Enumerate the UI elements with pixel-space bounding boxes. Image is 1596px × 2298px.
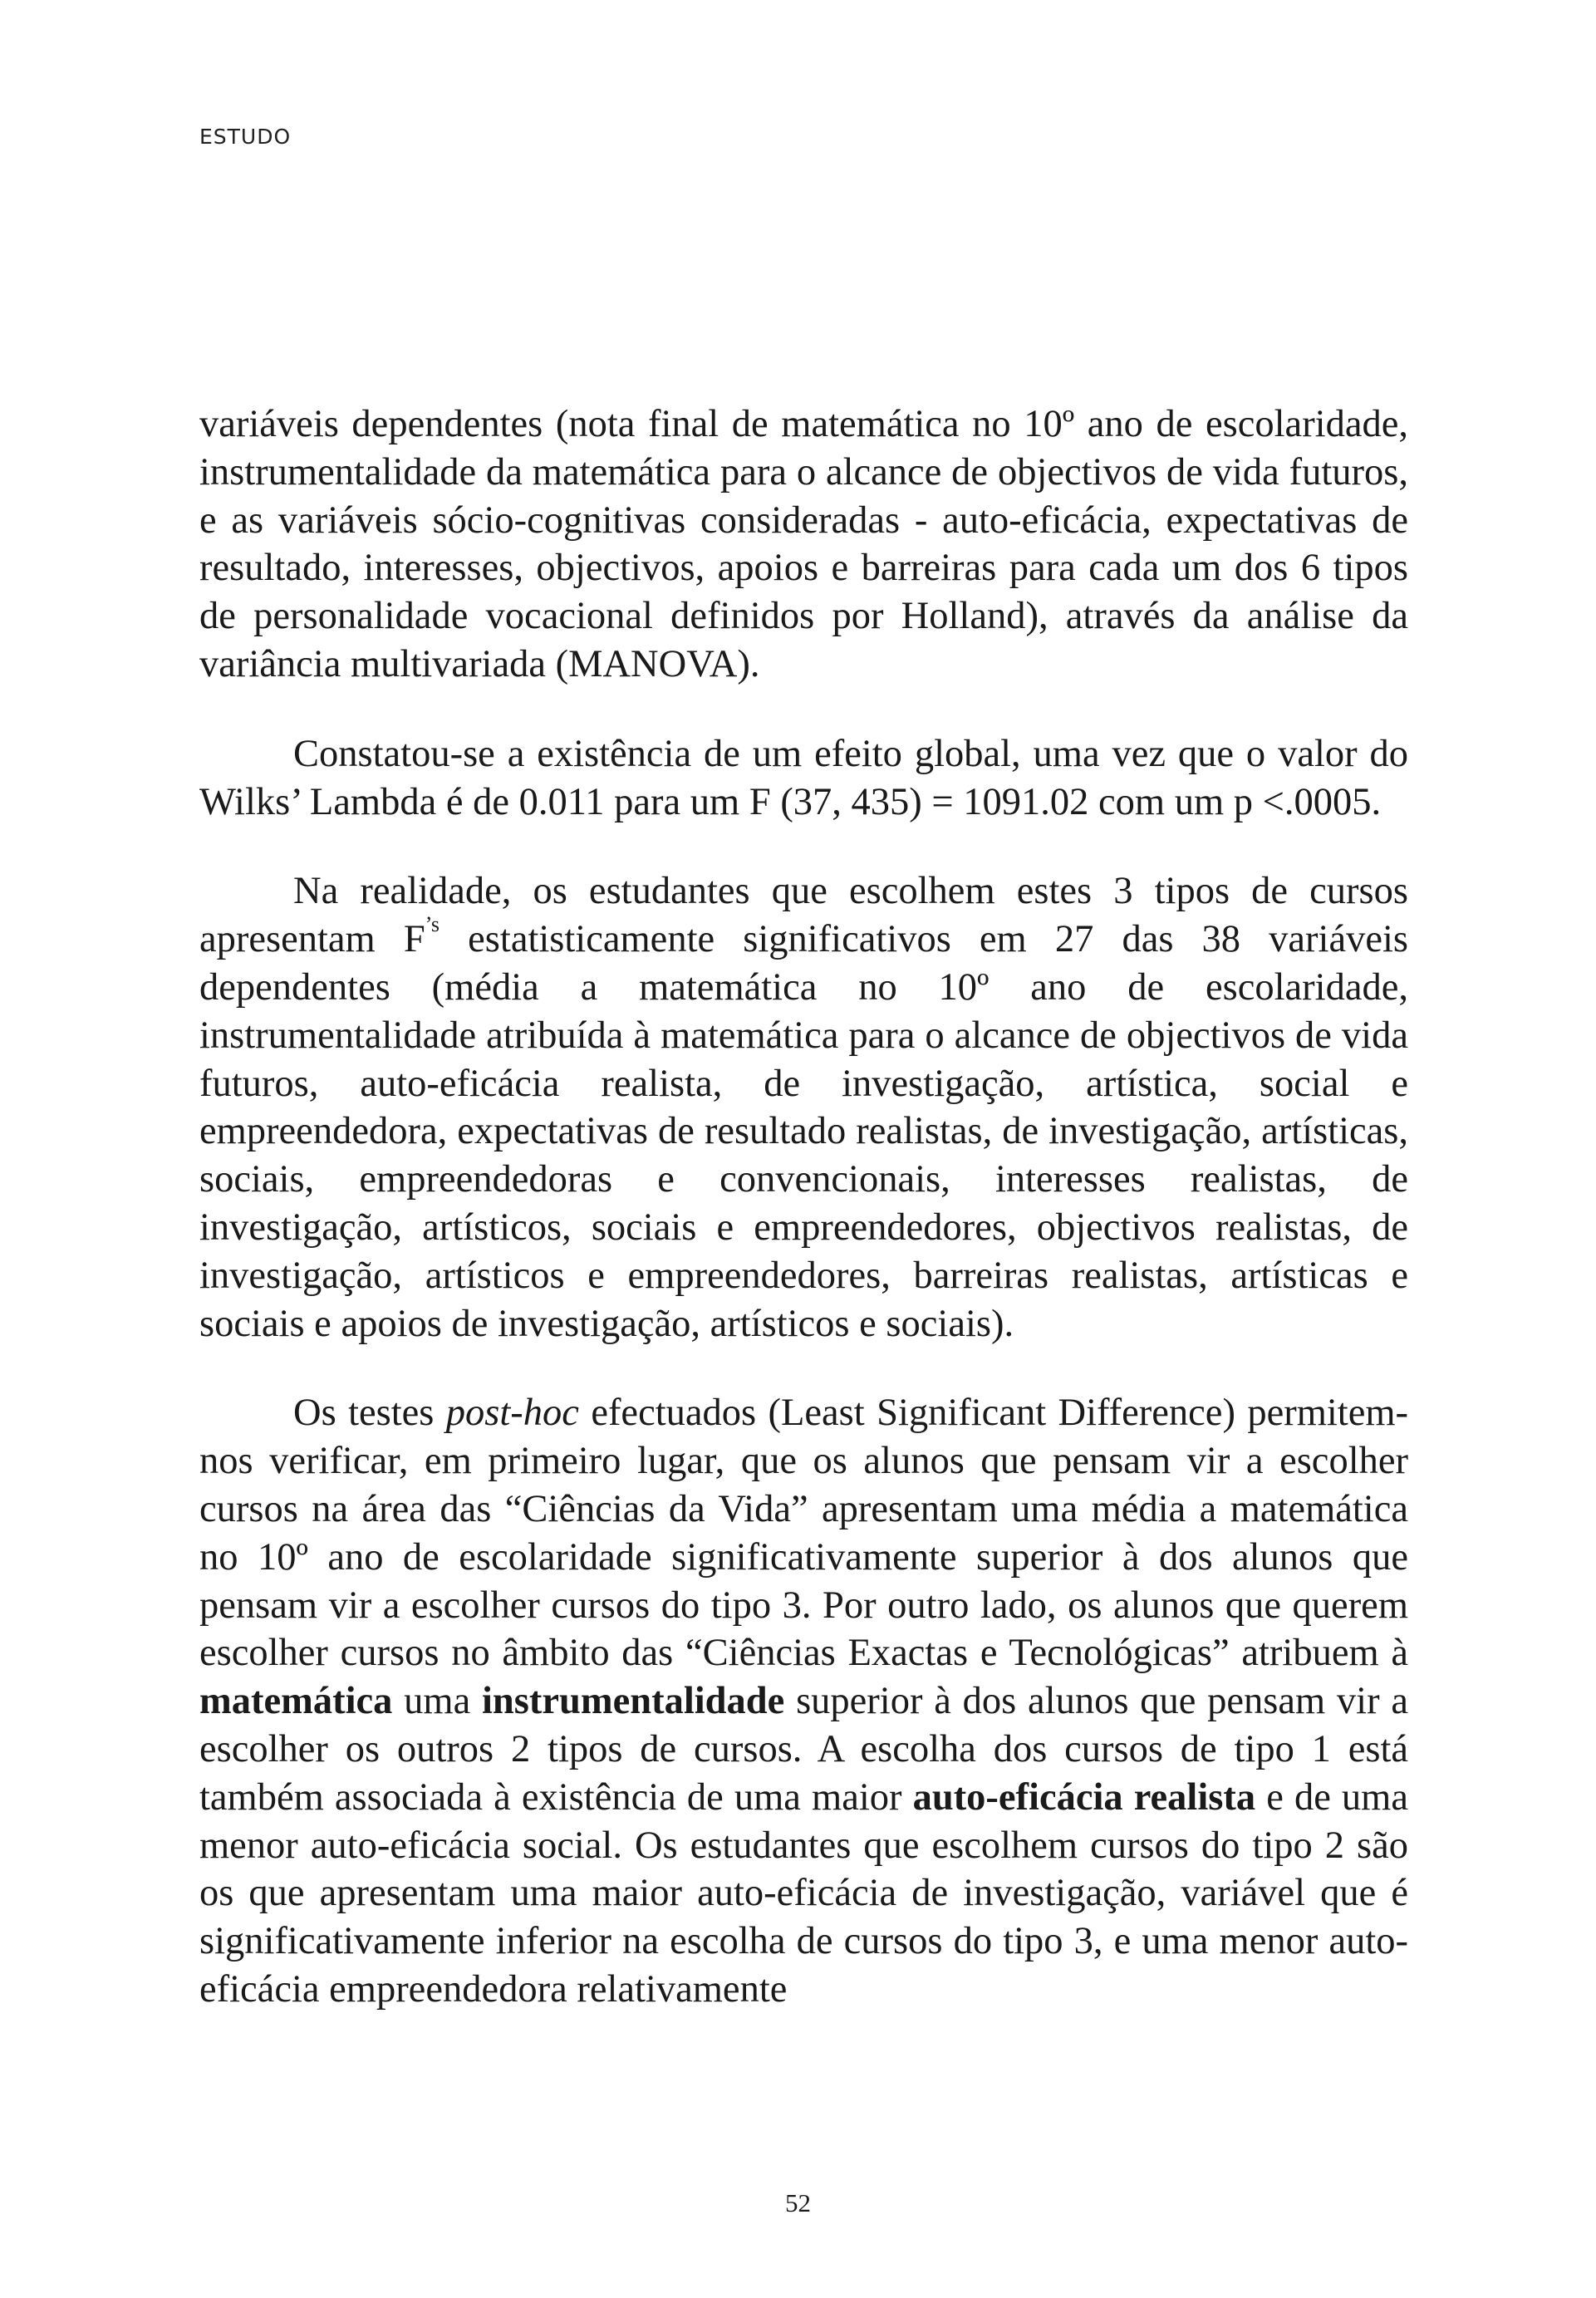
paragraph-3-text-b: estatisticamente significativos em 27 das 38 variáveis dependentes (média a matemática no 10º ano de escolaridade, instrumentalidade atribuída à matemática para o alcance de objectivos de vida futuros, auto-eficácia realista, de investigação, artística, social e empreendedora, expectativas de resultado realistas, de investigação, artísticas, sociais, empreendedoras e convencionais, interesses realistas, de investigação, artísticos, sociais e empreendedores, objectivos realistas, de investigação, artísticos e empreendedores, barreiras realistas, artísticas e sociais e apoios de investigação, artísticos e sociais). — [199, 918, 1408, 1345]
paragraph-4-text-1: Os testes — [293, 1392, 446, 1435]
bold-auto-eficacia-realista: auto-eficácia realista — [912, 1775, 1256, 1819]
paragraph-4 — [199, 1389, 1408, 2013]
paragraph-3 — [199, 867, 1408, 1348]
superscript-s: ’s — [425, 912, 440, 937]
paragraph-2: Constatou-se a existência de um efeito global, uma vez que o valor do Wilks’ Lambda é de 0.011 para um F (37, 435) = 1091.02 com um p <.0005. — [199, 732, 1408, 823]
paragraph-4-text-3: uma — [392, 1680, 483, 1723]
bold-instrumentalidade: instrumentalidade — [482, 1680, 785, 1723]
post-hoc-italic: post-hoc — [445, 1392, 579, 1435]
paragraph-1: variáveis dependentes (nota final de matemática no 10º ano de escolaridade, instrumentalidade da matemática para o alcance de objectivos de vida futuros, e as variáveis sócio-cognitivas consideradas - auto-eficácia, expectativas de resultado, interesses, objectivos, apoios e barreiras para cada um dos 6 tipos de personalidade vocacional definidos por Holland), através da análise da variância multivariada (MANOVA). — [199, 403, 1408, 685]
paragraph-3-text-a: Na realidade, os estudantes que escolhem estes 3 tipos de cursos apresentam F — [199, 870, 1408, 961]
paragraph-4-text-5: e de uma menor auto-eficácia social. Os estudantes que escolhem cursos do tipo 2 são os que apresentam uma maior auto-eficácia de investigação, variável que é significativamente inferior na escolha de cursos do tipo 3, e uma menor auto-eficácia empreendedora relativamente — [199, 1775, 1408, 2011]
paragraph-4-text-4: superior à dos alunos que pensam vir a escolher os outros 2 tipos de cursos. A escolha dos cursos de tipo 1 está também associada à existência de uma maior — [199, 1680, 1408, 1819]
body-text — [199, 400, 1408, 2055]
page-number: 52 — [785, 2188, 811, 2217]
running-header: ESTUDO — [199, 125, 292, 149]
bold-matematica: matemática — [199, 1680, 393, 1723]
paragraph-4-text-2: efectuados (Least Significant Difference) permitem-nos verificar, em primeiro lugar, que os alunos que pensam vir a escolher cursos na área das “Ciências da Vida” apresentam uma média a matemática no 10º ano de escolaridade significativamente superior à dos alunos que pensam vir a escolher cursos do tipo 3. Por outro lado, os alunos que querem escolher cursos no âmbito das “Ciências Exactas e Tecnológicas” atribuem à — [199, 1392, 1408, 1675]
